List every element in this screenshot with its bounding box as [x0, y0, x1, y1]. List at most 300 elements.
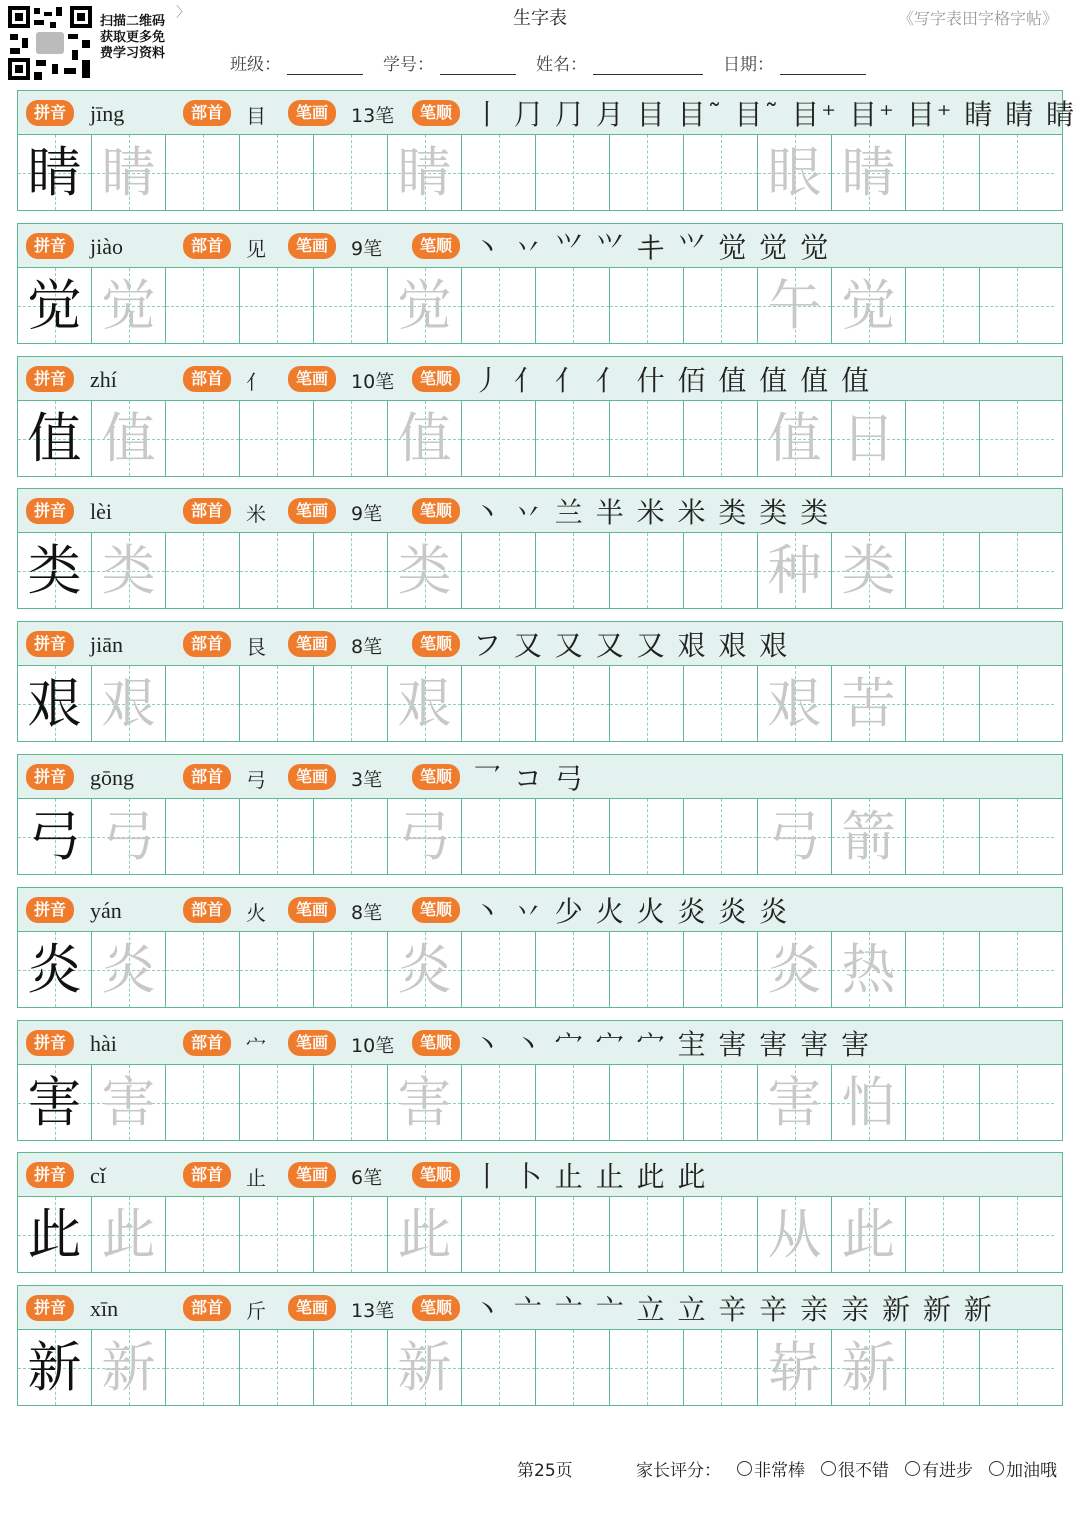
writing-cell[interactable] [832, 533, 906, 608]
writing-cell[interactable] [610, 401, 684, 476]
rating-option-label: 非常棒 [754, 1461, 805, 1481]
writing-cell[interactable] [240, 932, 314, 1007]
date-field[interactable] [723, 50, 866, 75]
field-label: 学号： [383, 55, 434, 75]
radical-text: 艮 [246, 635, 266, 659]
writing-cell[interactable] [240, 666, 314, 741]
writing-cell[interactable] [240, 1065, 314, 1140]
strokes-badge: 笔画 [288, 764, 336, 790]
writing-cell[interactable] [18, 401, 92, 476]
radical-text: 亻 [246, 370, 266, 394]
writing-cell[interactable] [166, 932, 240, 1007]
tianzige-grid [17, 1196, 1063, 1273]
pinyin-badge: 拼音 [26, 897, 74, 923]
character-info-bar [17, 1152, 1063, 1197]
radical-badge: 部首 [183, 100, 231, 126]
rating-option[interactable] [737, 1456, 805, 1481]
radical-badge: 部首 [183, 631, 231, 657]
model-character: 类 [27, 538, 82, 602]
corner-note: 《写字表田字格字帖》 [897, 9, 1058, 28]
writing-cell[interactable] [906, 268, 980, 343]
writing-cell[interactable] [314, 401, 388, 476]
writing-cell[interactable] [610, 1065, 684, 1140]
writing-cell[interactable] [758, 1197, 832, 1272]
character-block [17, 1152, 1063, 1275]
trace-character: 弓 [767, 804, 822, 868]
writing-cell[interactable] [536, 666, 610, 741]
writing-cell[interactable] [980, 666, 1054, 741]
trace-character: 类 [101, 538, 156, 602]
trace-character: 此 [101, 1202, 156, 1266]
writing-cell[interactable] [536, 1330, 610, 1405]
writing-cell[interactable] [832, 666, 906, 741]
trace-character: 类 [397, 538, 452, 602]
trace-character: 新 [841, 1335, 896, 1399]
trace-character: 苦 [841, 671, 896, 735]
pinyin-badge: 拼音 [26, 1162, 74, 1188]
writing-cell[interactable] [462, 1330, 536, 1405]
writing-cell[interactable] [536, 799, 610, 874]
writing-cell[interactable] [906, 666, 980, 741]
character-block [17, 1020, 1063, 1143]
character-block [17, 356, 1063, 479]
trace-character: 睛 [841, 140, 896, 204]
tianzige-grid [17, 931, 1063, 1008]
character-block [17, 488, 1063, 611]
field-label: 班级： [230, 55, 281, 75]
writing-cell[interactable] [906, 799, 980, 874]
writing-cell[interactable] [832, 401, 906, 476]
radical-text: 火 [246, 901, 266, 925]
tianzige-grid [17, 1064, 1063, 1141]
radical-text: 见 [246, 237, 266, 261]
writing-cell[interactable] [536, 401, 610, 476]
writing-cell[interactable] [684, 135, 758, 210]
writing-cell[interactable] [462, 135, 536, 210]
writing-cell[interactable] [610, 932, 684, 1007]
trace-character: 此 [841, 1202, 896, 1266]
trace-character: 日 [841, 406, 896, 470]
stroke-count: 10笔 [351, 1035, 395, 1057]
trace-character: 从 [767, 1202, 822, 1266]
stroke-count: 3笔 [351, 769, 383, 791]
writing-cell[interactable] [166, 401, 240, 476]
trace-character: 值 [397, 406, 452, 470]
writing-cell[interactable] [758, 268, 832, 343]
radical-text: 目 [246, 104, 266, 128]
writing-cell[interactable] [684, 401, 758, 476]
stroke-order-badge: 笔顺 [412, 1162, 460, 1188]
trace-character: 新 [101, 1335, 156, 1399]
trace-character: 热 [841, 937, 896, 1001]
stroke-order-sequence: 丿 亻 亻 亻 什 佰 值 值 值 值 [473, 364, 872, 397]
model-character: 睛 [27, 140, 82, 204]
writing-cell[interactable] [462, 932, 536, 1007]
model-character: 害 [27, 1070, 82, 1134]
writing-cell[interactable] [462, 401, 536, 476]
writing-cell[interactable] [462, 799, 536, 874]
pinyin-text: yán [90, 898, 122, 923]
strokes-badge: 笔画 [288, 897, 336, 923]
strokes-badge: 笔画 [288, 366, 336, 392]
trace-character: 炎 [101, 937, 156, 1001]
tianzige-grid [17, 400, 1063, 477]
writing-cell[interactable] [832, 1197, 906, 1272]
writing-cell[interactable] [758, 401, 832, 476]
stroke-order-sequence: 丶 丷 兰 半 米 米 类 类 类 [473, 496, 831, 529]
writing-cell[interactable] [906, 401, 980, 476]
writing-cell[interactable] [758, 799, 832, 874]
tianzige-grid [17, 267, 1063, 344]
stroke-order-badge: 笔顺 [412, 1295, 460, 1321]
writing-cell[interactable] [240, 401, 314, 476]
trace-character: 害 [767, 1070, 822, 1134]
rating-option[interactable] [989, 1456, 1057, 1481]
tianzige-grid [17, 798, 1063, 875]
writing-cell[interactable] [18, 135, 92, 210]
writing-cell[interactable] [92, 932, 166, 1007]
writing-cell[interactable] [536, 932, 610, 1007]
writing-cell[interactable] [536, 1065, 610, 1140]
writing-cell[interactable] [758, 533, 832, 608]
character-info-bar [17, 223, 1063, 268]
writing-cell[interactable] [166, 1197, 240, 1272]
stroke-count: 6笔 [351, 1167, 383, 1189]
writing-cell[interactable] [240, 1330, 314, 1405]
model-character: 弓 [27, 804, 82, 868]
writing-cell[interactable] [462, 268, 536, 343]
writing-cell[interactable] [906, 1330, 980, 1405]
pinyin-text: jīng [90, 101, 125, 126]
field-line [593, 56, 703, 75]
trace-character: 艰 [397, 671, 452, 735]
writing-cell[interactable] [18, 1330, 92, 1405]
writing-cell[interactable] [388, 1197, 462, 1272]
writing-cell[interactable] [758, 1330, 832, 1405]
character-block [17, 621, 1063, 744]
tianzige-grid [17, 665, 1063, 742]
writing-cell[interactable] [980, 135, 1054, 210]
strokes-badge: 笔画 [288, 1030, 336, 1056]
strokes-badge: 笔画 [288, 498, 336, 524]
pinyin-badge: 拼音 [26, 498, 74, 524]
writing-cell[interactable] [92, 268, 166, 343]
writing-cell[interactable] [92, 135, 166, 210]
writing-cell[interactable] [610, 533, 684, 608]
writing-cell[interactable] [832, 799, 906, 874]
writing-cell[interactable] [832, 268, 906, 343]
rating-option[interactable] [821, 1456, 889, 1481]
parent-rating [636, 1456, 1057, 1481]
writing-cell[interactable] [832, 135, 906, 210]
writing-cell[interactable] [240, 533, 314, 608]
writing-cell[interactable] [980, 401, 1054, 476]
stroke-order-sequence: 丶 亠 亠 亠 立 立 辛 辛 亲 亲 新 新 新 [473, 1293, 994, 1326]
writing-cell[interactable] [610, 1330, 684, 1405]
writing-cell[interactable] [388, 533, 462, 608]
character-block [17, 223, 1063, 346]
writing-cell[interactable] [92, 1065, 166, 1140]
strokes-badge: 笔画 [288, 1295, 336, 1321]
trace-character: 睛 [397, 140, 452, 204]
writing-cell[interactable] [758, 1065, 832, 1140]
writing-cell[interactable] [18, 932, 92, 1007]
writing-cell[interactable] [462, 1197, 536, 1272]
writing-cell[interactable] [610, 666, 684, 741]
stroke-order-sequence: 丶 丷 ⺍ ⺍ 𰀁 ⺍ 觉 觉 觉 [473, 231, 831, 264]
stroke-order-sequence: 丨 卜 止 止 此 此 [473, 1160, 708, 1193]
student-info-fields [230, 50, 886, 75]
stroke-order-badge: 笔顺 [412, 100, 460, 126]
writing-cell[interactable] [92, 1330, 166, 1405]
writing-cell[interactable] [906, 533, 980, 608]
writing-cell[interactable] [980, 932, 1054, 1007]
writing-cell[interactable] [18, 666, 92, 741]
writing-cell[interactable] [980, 1197, 1054, 1272]
pinyin-badge: 拼音 [26, 233, 74, 259]
radical-badge: 部首 [183, 233, 231, 259]
pinyin-badge: 拼音 [26, 764, 74, 790]
trace-character: 觉 [841, 273, 896, 337]
writing-cell[interactable] [906, 1065, 980, 1140]
pinyin-text: gōng [90, 765, 134, 790]
character-info-bar [17, 356, 1063, 401]
writing-cell[interactable] [166, 1330, 240, 1405]
stroke-count: 9笔 [351, 238, 383, 260]
writing-cell[interactable] [684, 666, 758, 741]
field-line [440, 56, 516, 75]
writing-cell[interactable] [18, 533, 92, 608]
writing-cell[interactable] [980, 533, 1054, 608]
writing-cell[interactable] [240, 268, 314, 343]
writing-cell[interactable] [758, 932, 832, 1007]
stroke-count: 8笔 [351, 636, 383, 658]
radio-circle-icon [905, 1461, 920, 1476]
stroke-order-sequence: 乛 コ 弓 [473, 762, 585, 795]
writing-cell[interactable] [314, 1065, 388, 1140]
trace-character: 艰 [101, 671, 156, 735]
trace-character: 箭 [841, 804, 896, 868]
writing-cell[interactable] [388, 666, 462, 741]
writing-cell[interactable] [980, 268, 1054, 343]
writing-cell[interactable] [92, 1197, 166, 1272]
stroke-order-sequence: 丶 丶 宀 宀 宀 宔 害 害 害 害 [473, 1028, 872, 1061]
writing-cell[interactable] [684, 799, 758, 874]
stroke-order-sequence: 丨 ⺆ ⺆ 月 目 目˜ 目˜ 目⁺ 目⁺ 目⁺ 睛 睛 睛 [473, 98, 1077, 131]
writing-cell[interactable] [388, 135, 462, 210]
trace-character: 值 [767, 406, 822, 470]
writing-cell[interactable] [314, 268, 388, 343]
character-info-bar [17, 90, 1077, 135]
radio-circle-icon [989, 1461, 1004, 1476]
writing-cell[interactable] [314, 932, 388, 1007]
qr-caption-line: 费学习资料 [100, 46, 166, 61]
radical-badge: 部首 [183, 366, 231, 392]
writing-cell[interactable] [92, 401, 166, 476]
writing-cell[interactable] [980, 1330, 1054, 1405]
writing-cell[interactable] [906, 135, 980, 210]
writing-cell[interactable] [832, 1065, 906, 1140]
writing-cell[interactable] [166, 268, 240, 343]
radical-text: 米 [246, 502, 266, 526]
pinyin-text: hài [90, 1031, 117, 1056]
radical-badge: 部首 [183, 1162, 231, 1188]
writing-cell[interactable] [18, 268, 92, 343]
trace-character: 怕 [841, 1070, 896, 1134]
writing-cell[interactable] [462, 1065, 536, 1140]
character-info-bar [17, 1285, 1063, 1330]
trace-character: 艰 [767, 671, 822, 735]
writing-cell[interactable] [832, 1330, 906, 1405]
writing-cell[interactable] [610, 799, 684, 874]
writing-cell[interactable] [314, 799, 388, 874]
character-block [17, 887, 1063, 1010]
writing-cell[interactable] [832, 932, 906, 1007]
writing-cell[interactable] [684, 1197, 758, 1272]
writing-cell[interactable] [18, 799, 92, 874]
writing-cell[interactable] [314, 135, 388, 210]
name-field[interactable] [536, 50, 703, 75]
trace-character: 种 [767, 538, 822, 602]
model-character: 炎 [27, 937, 82, 1001]
writing-cell[interactable] [906, 1197, 980, 1272]
writing-cell[interactable] [166, 533, 240, 608]
writing-cell[interactable] [18, 1197, 92, 1272]
writing-cell[interactable] [240, 1197, 314, 1272]
character-info-bar [17, 488, 1063, 533]
radical-badge: 部首 [183, 498, 231, 524]
writing-cell[interactable] [684, 268, 758, 343]
writing-cell[interactable] [980, 1065, 1054, 1140]
writing-cell[interactable] [462, 533, 536, 608]
tianzige-grid [17, 532, 1063, 609]
class-field[interactable] [230, 50, 363, 75]
pinyin-text: jiào [90, 234, 123, 259]
trace-character: 睛 [101, 140, 156, 204]
tianzige-grid [17, 134, 1063, 211]
pinyin-text: zhí [90, 367, 117, 392]
qr-caption-line: 获取更多免 [100, 30, 166, 45]
writing-cell[interactable] [388, 799, 462, 874]
pinyin-text: xīn [90, 1296, 119, 1321]
stroke-count: 13笔 [351, 1300, 395, 1322]
writing-cell[interactable] [166, 799, 240, 874]
trace-character: 觉 [101, 273, 156, 337]
writing-cell[interactable] [610, 268, 684, 343]
strokes-badge: 笔画 [288, 233, 336, 259]
writing-cell[interactable] [166, 666, 240, 741]
trace-character: 害 [397, 1070, 452, 1134]
trace-character: 觉 [397, 273, 452, 337]
stroke-count: 13笔 [351, 105, 395, 127]
writing-cell[interactable] [980, 799, 1054, 874]
writing-cell[interactable] [166, 135, 240, 210]
character-block [17, 754, 1063, 877]
writing-cell[interactable] [684, 1065, 758, 1140]
model-character: 新 [27, 1335, 82, 1399]
character-block [17, 90, 1077, 213]
writing-cell[interactable] [314, 1197, 388, 1272]
trace-character: 值 [101, 406, 156, 470]
writing-cell[interactable] [240, 799, 314, 874]
stroke-order-badge: 笔顺 [412, 897, 460, 923]
radio-circle-icon [737, 1461, 752, 1476]
writing-cell[interactable] [684, 533, 758, 608]
stroke-order-sequence: フ 又 又 又 又 艰 艰 艰 [473, 629, 790, 662]
writing-cell[interactable] [684, 1330, 758, 1405]
writing-cell[interactable] [462, 666, 536, 741]
stroke-order-badge: 笔顺 [412, 631, 460, 657]
pinyin-badge: 拼音 [26, 1295, 74, 1321]
field-line [287, 56, 363, 75]
model-character: 值 [27, 406, 82, 470]
writing-cell[interactable] [536, 268, 610, 343]
stroke-count: 10笔 [351, 371, 395, 393]
pinyin-badge: 拼音 [26, 1030, 74, 1056]
radical-text: 宀 [246, 1034, 266, 1058]
writing-cell[interactable] [906, 932, 980, 1007]
writing-cell[interactable] [758, 135, 832, 210]
writing-cell[interactable] [166, 1065, 240, 1140]
trace-character: 炎 [767, 937, 822, 1001]
rating-option[interactable] [905, 1456, 973, 1481]
field-label: 姓名： [536, 55, 587, 75]
writing-cell[interactable] [536, 135, 610, 210]
character-info-bar [17, 1020, 1063, 1065]
page-title: 生字表 [513, 8, 567, 29]
writing-cell[interactable] [388, 1065, 462, 1140]
field-line [780, 56, 866, 75]
pinyin-badge: 拼音 [26, 631, 74, 657]
writing-cell[interactable] [92, 533, 166, 608]
stroke-order-badge: 笔顺 [412, 498, 460, 524]
stroke-order-badge: 笔顺 [412, 233, 460, 259]
trace-character: 害 [101, 1070, 156, 1134]
writing-cell[interactable] [388, 268, 462, 343]
student-number-field[interactable] [383, 50, 516, 75]
writing-cell[interactable] [536, 533, 610, 608]
stroke-order-badge: 笔顺 [412, 764, 460, 790]
writing-cell[interactable] [92, 799, 166, 874]
character-block [17, 1285, 1063, 1408]
strokes-badge: 笔画 [288, 631, 336, 657]
radical-badge: 部首 [183, 764, 231, 790]
pinyin-text: jiān [90, 632, 123, 657]
writing-cell[interactable] [684, 932, 758, 1007]
writing-cell[interactable] [610, 135, 684, 210]
writing-cell[interactable] [314, 666, 388, 741]
writing-cell[interactable] [610, 1197, 684, 1272]
stroke-order-badge: 笔顺 [412, 366, 460, 392]
character-info-bar [17, 621, 1063, 666]
writing-cell[interactable] [314, 1330, 388, 1405]
rating-option-label: 加油哦 [1006, 1461, 1057, 1481]
stroke-order-sequence: 丶 丷 少 火 火 炎 炎 炎 [473, 895, 790, 928]
writing-cell[interactable] [92, 666, 166, 741]
writing-cell[interactable] [536, 1197, 610, 1272]
writing-cell[interactable] [240, 135, 314, 210]
strokes-badge: 笔画 [288, 1162, 336, 1188]
model-character: 此 [27, 1202, 82, 1266]
model-character: 艰 [27, 671, 82, 735]
model-character: 觉 [27, 273, 82, 337]
writing-cell[interactable] [388, 1330, 462, 1405]
writing-cell[interactable] [758, 666, 832, 741]
writing-cell[interactable] [388, 401, 462, 476]
writing-cell[interactable] [18, 1065, 92, 1140]
writing-cell[interactable] [388, 932, 462, 1007]
writing-cell[interactable] [314, 533, 388, 608]
